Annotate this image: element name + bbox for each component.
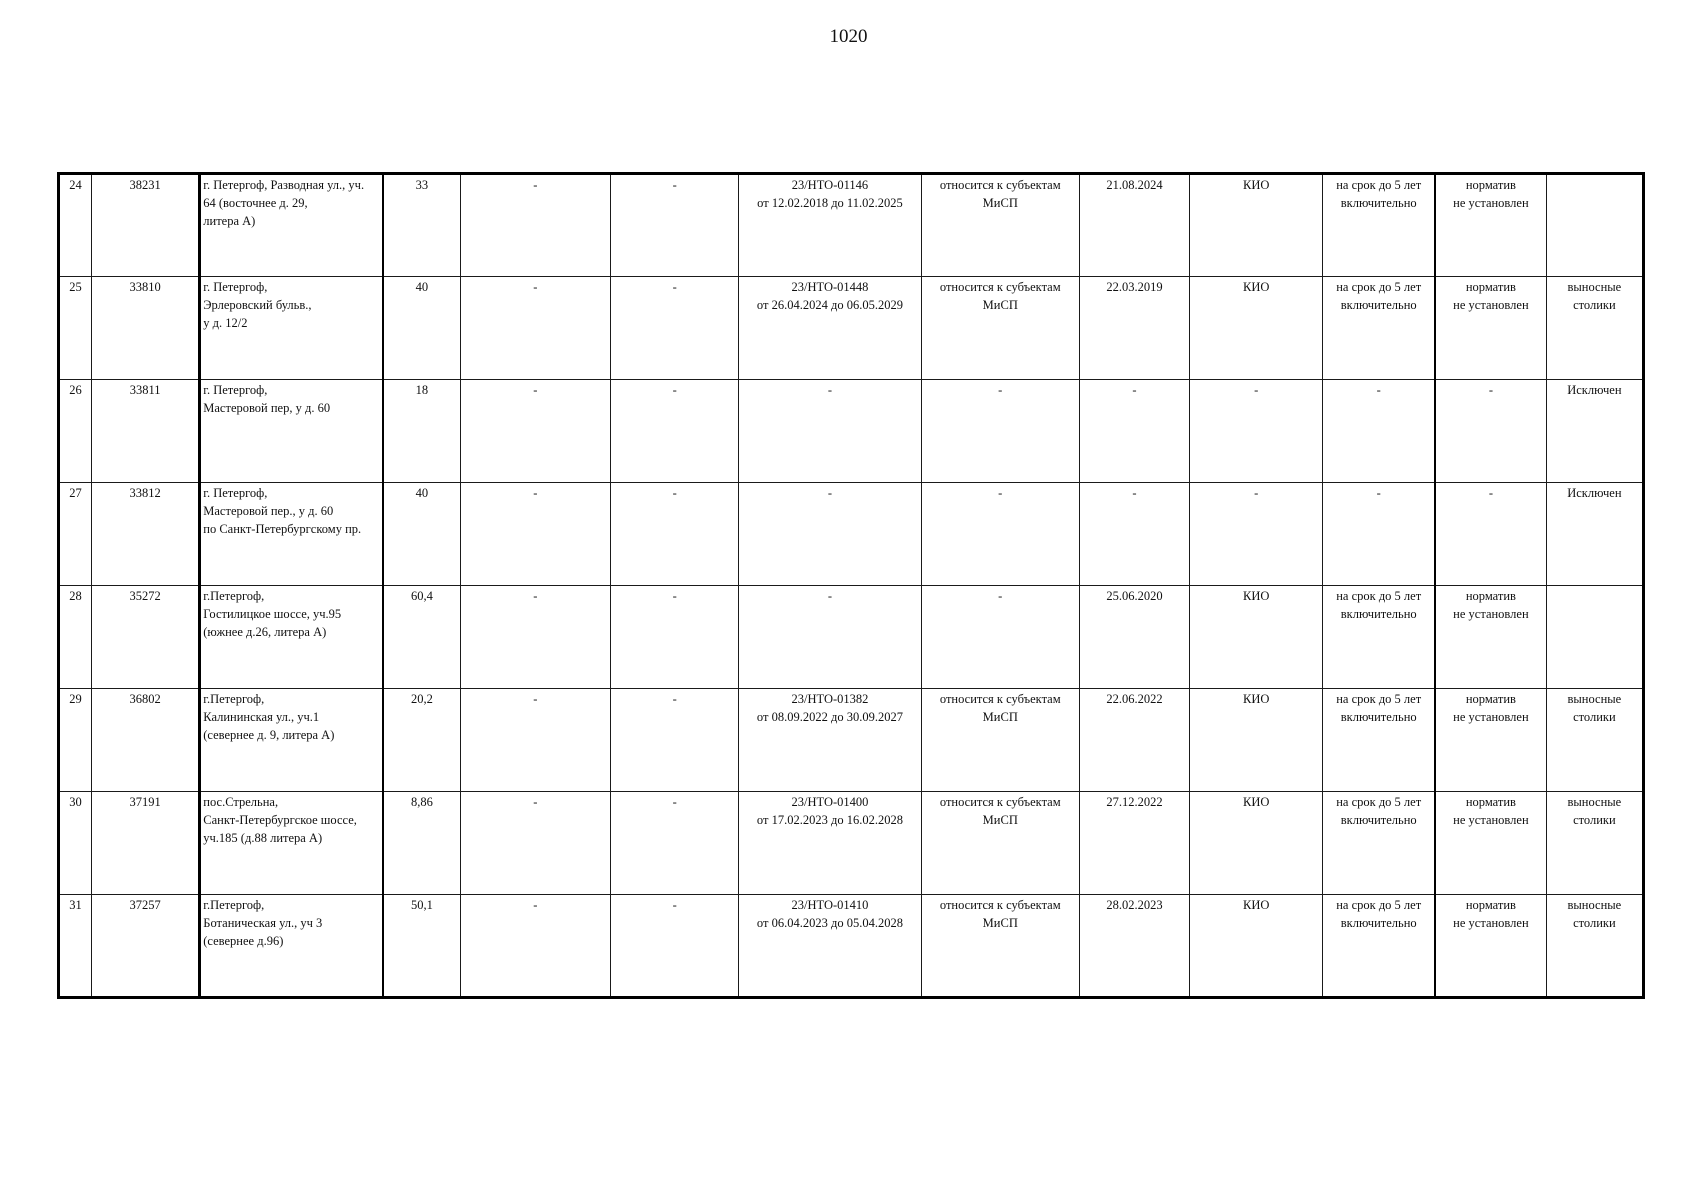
term-cell — [1323, 689, 1435, 792]
cell-text: не установлен — [1453, 607, 1529, 621]
cell-text: МиСП — [982, 298, 1018, 312]
term-cell — [1323, 174, 1435, 277]
category-cell — [921, 174, 1079, 277]
contract-cell — [739, 586, 921, 689]
area-cell — [383, 380, 460, 483]
contract-cell — [739, 174, 921, 277]
cell-text: Санкт-Петербургское шоссе, — [203, 813, 357, 827]
cell-text: 28.02.2023 — [1106, 898, 1163, 912]
cell-text: Мастеровой пер., у д. 60 — [203, 504, 334, 518]
note-cell — [1546, 483, 1643, 586]
norm-cell — [1435, 895, 1546, 998]
term-cell — [1323, 483, 1435, 586]
column-6-cell — [611, 380, 739, 483]
cell-text: от 12.02.2018 до 11.02.2025 — [757, 196, 903, 210]
row-number-cell — [59, 174, 92, 277]
cell-text: выносные — [1567, 898, 1622, 912]
cell-text: 60,4 — [410, 589, 433, 603]
organization-cell — [1190, 895, 1323, 998]
cell-text: - — [672, 692, 677, 706]
area-cell — [383, 483, 460, 586]
cell-text: Мастеровой пер, у д. 60 — [203, 401, 331, 415]
table-body — [59, 174, 1644, 998]
date-cell — [1079, 380, 1189, 483]
term-cell — [1323, 277, 1435, 380]
object-id-cell — [92, 174, 200, 277]
cell-text: 33810 — [129, 280, 161, 294]
cell-text: включительно — [1340, 710, 1417, 724]
cell-text: - — [1132, 383, 1137, 397]
cell-text: от 06.04.2023 до 05.04.2028 — [756, 916, 903, 930]
cell-text: на срок до 5 лет — [1336, 589, 1422, 603]
cell-text: (южнее д.26, литера А) — [203, 625, 327, 639]
cell-text: 22.06.2022 — [1106, 692, 1163, 706]
cell-text: столики — [1573, 710, 1616, 724]
term-cell — [1323, 792, 1435, 895]
object-id-cell — [92, 895, 200, 998]
cell-text: 33811 — [129, 383, 161, 397]
cell-text: не установлен — [1453, 916, 1529, 930]
cell-text: норматив — [1465, 178, 1516, 192]
cell-text: у д. 12/2 — [203, 316, 248, 330]
cell-text: 64 (восточнее д. 29, — [203, 196, 308, 210]
column-6-cell — [611, 277, 739, 380]
cell-text: Эрлеровский бульв., — [203, 298, 312, 312]
address-cell — [200, 380, 383, 483]
address-cell — [200, 792, 383, 895]
row-number-cell — [59, 380, 92, 483]
category-cell — [921, 895, 1079, 998]
address-cell — [200, 483, 383, 586]
column-5-cell — [460, 277, 610, 380]
cell-text: 36802 — [129, 692, 161, 706]
cell-text: г. Петергоф, — [203, 383, 268, 397]
cell-text: 8,86 — [410, 795, 433, 809]
cell-text: на срок до 5 лет — [1336, 280, 1422, 294]
column-6-cell — [611, 895, 739, 998]
cell-text: 22.03.2019 — [1106, 280, 1163, 294]
contract-cell — [739, 380, 921, 483]
object-id-cell — [92, 689, 200, 792]
cell-text: от 17.02.2023 до 16.02.2028 — [756, 813, 903, 827]
norm-cell — [1435, 792, 1546, 895]
column-6-cell — [611, 586, 739, 689]
table-row — [59, 174, 1644, 277]
norm-cell — [1435, 174, 1546, 277]
cell-text: норматив — [1465, 898, 1516, 912]
column-5-cell — [460, 380, 610, 483]
column-5-cell — [460, 483, 610, 586]
cell-text: включительно — [1340, 298, 1417, 312]
term-cell — [1323, 586, 1435, 689]
cell-text: 30 — [69, 795, 82, 809]
cell-text: - — [1254, 383, 1259, 397]
contract-cell — [739, 895, 921, 998]
cell-text: норматив — [1465, 692, 1516, 706]
cell-text: норматив — [1465, 589, 1516, 603]
cell-text: - — [672, 280, 677, 294]
term-cell — [1323, 895, 1435, 998]
cell-text: литера А) — [203, 214, 256, 228]
cell-text: - — [672, 795, 677, 809]
area-cell — [383, 586, 460, 689]
table-row — [59, 483, 1644, 586]
cell-text: 23/НТО-01382 — [791, 692, 869, 706]
table-row — [59, 895, 1644, 998]
date-cell — [1079, 277, 1189, 380]
column-5-cell — [460, 174, 610, 277]
note-cell — [1546, 380, 1643, 483]
term-cell — [1323, 380, 1435, 483]
cell-text: относится к субъектам — [939, 692, 1061, 706]
norm-cell — [1435, 586, 1546, 689]
cell-text: Исключен — [1567, 383, 1622, 397]
cell-text: 21.08.2024 — [1106, 178, 1163, 192]
norm-cell — [1435, 277, 1546, 380]
cell-text: 40 — [415, 486, 429, 500]
cell-text: 23/НТО-01400 — [791, 795, 869, 809]
cell-text: относится к субъектам — [939, 280, 1061, 294]
cell-text: Ботаническая ул., уч 3 — [203, 916, 323, 930]
cell-text: г.Петергоф, — [203, 692, 265, 706]
address-cell — [200, 586, 383, 689]
address-cell — [200, 689, 383, 792]
cell-text: не установлен — [1453, 710, 1529, 724]
contract-cell — [739, 483, 921, 586]
column-6-cell — [611, 689, 739, 792]
note-cell — [1546, 792, 1643, 895]
cell-text: 33 — [415, 178, 429, 192]
cell-text: 18 — [415, 383, 429, 397]
cell-text: Гостилицкое шоссе, уч.95 — [203, 607, 342, 621]
cell-text: пос.Стрельна, — [203, 795, 279, 809]
cell-text: - — [672, 589, 677, 603]
date-cell — [1079, 792, 1189, 895]
note-cell — [1546, 895, 1643, 998]
organization-cell — [1190, 586, 1323, 689]
category-cell — [921, 689, 1079, 792]
organization-cell — [1190, 174, 1323, 277]
table-row — [59, 586, 1644, 689]
cell-text: (севернее д. 9, литера А) — [203, 728, 335, 742]
address-cell — [200, 277, 383, 380]
cell-text: 24 — [69, 178, 82, 192]
table-row — [59, 689, 1644, 792]
cell-text: норматив — [1465, 795, 1516, 809]
cell-text: - — [827, 589, 833, 603]
cell-text: относится к субъектам — [939, 178, 1061, 192]
object-id-cell — [92, 586, 200, 689]
row-number-cell — [59, 277, 92, 380]
cell-text: на срок до 5 лет — [1336, 898, 1422, 912]
cell-text: - — [1488, 383, 1493, 397]
cell-text: - — [1376, 383, 1381, 397]
row-number-cell — [59, 483, 92, 586]
area-cell — [383, 277, 460, 380]
cell-text: включительно — [1340, 916, 1417, 930]
note-cell — [1546, 277, 1643, 380]
cell-text: - — [1254, 486, 1259, 500]
norm-cell — [1435, 380, 1546, 483]
date-cell — [1079, 586, 1189, 689]
object-id-cell — [92, 380, 200, 483]
cell-text: - — [672, 486, 677, 500]
cell-text: - — [672, 898, 677, 912]
column-6-cell — [611, 483, 739, 586]
cell-text: 31 — [69, 898, 82, 912]
cell-text: 23/НТО-01146 — [791, 178, 869, 192]
cell-text: 38231 — [129, 178, 161, 192]
address-cell — [200, 895, 383, 998]
registry-table — [57, 172, 1645, 999]
column-5-cell — [460, 895, 610, 998]
cell-text: г.Петергоф, — [203, 589, 265, 603]
cell-text: - — [1132, 486, 1137, 500]
date-cell — [1079, 174, 1189, 277]
column-5-cell — [460, 586, 610, 689]
cell-text: 25.06.2020 — [1106, 589, 1163, 603]
cell-text: включительно — [1340, 607, 1417, 621]
date-cell — [1079, 895, 1189, 998]
cell-text: относится к субъектам — [939, 898, 1061, 912]
cell-text: относится к субъектам — [939, 795, 1061, 809]
cell-text: включительно — [1340, 196, 1417, 210]
cell-text: 25 — [69, 280, 82, 294]
norm-cell — [1435, 483, 1546, 586]
cell-text: - — [672, 383, 677, 397]
cell-text: столики — [1573, 813, 1616, 827]
cell-text: - — [533, 383, 538, 397]
cell-text: - — [998, 486, 1003, 500]
row-number-cell — [59, 792, 92, 895]
contract-cell — [739, 792, 921, 895]
cell-text: КИО — [1243, 178, 1270, 192]
cell-text: г. Петергоф, — [203, 280, 268, 294]
cell-text: от 26.04.2024 до 06.05.2029 — [756, 298, 903, 312]
object-id-cell — [92, 277, 200, 380]
cell-text: не установлен — [1453, 196, 1529, 210]
organization-cell — [1190, 380, 1323, 483]
cell-text: - — [533, 280, 538, 294]
table-row — [59, 380, 1644, 483]
cell-text: - — [533, 178, 538, 192]
date-cell — [1079, 689, 1189, 792]
cell-text: - — [672, 178, 677, 192]
address-cell — [200, 174, 383, 277]
cell-text: КИО — [1243, 795, 1270, 809]
area-cell — [383, 174, 460, 277]
row-number-cell — [59, 586, 92, 689]
cell-text: 37191 — [129, 795, 161, 809]
cell-text: по Санкт-Петербургскому пр. — [203, 522, 362, 536]
cell-text: включительно — [1340, 813, 1417, 827]
cell-text: не установлен — [1453, 813, 1529, 827]
cell-text: МиСП — [982, 196, 1018, 210]
cell-text: КИО — [1243, 692, 1270, 706]
cell-text: г. Петергоф, — [203, 486, 268, 500]
contract-cell — [739, 689, 921, 792]
area-cell — [383, 895, 460, 998]
cell-text: 20,2 — [410, 692, 433, 706]
cell-text: - — [1376, 486, 1381, 500]
cell-text: 26 — [69, 383, 82, 397]
cell-text: МиСП — [982, 813, 1018, 827]
cell-text: выносные — [1567, 280, 1622, 294]
column-6-cell — [611, 174, 739, 277]
cell-text: выносные — [1567, 795, 1622, 809]
row-number-cell — [59, 895, 92, 998]
organization-cell — [1190, 792, 1323, 895]
cell-text: МиСП — [982, 916, 1018, 930]
cell-text: КИО — [1243, 898, 1270, 912]
cell-text: - — [533, 795, 538, 809]
cell-text: столики — [1573, 298, 1616, 312]
organization-cell — [1190, 277, 1323, 380]
cell-text: уч.185 (д.88 литера А) — [203, 831, 323, 845]
cell-text: на срок до 5 лет — [1336, 795, 1422, 809]
column-5-cell — [460, 792, 610, 895]
organization-cell — [1190, 689, 1323, 792]
cell-text: на срок до 5 лет — [1336, 692, 1422, 706]
table-row — [59, 277, 1644, 380]
cell-text: столики — [1573, 916, 1616, 930]
cell-text: 28 — [69, 589, 82, 603]
contract-cell — [739, 277, 921, 380]
cell-text: г.Петергоф, — [203, 898, 265, 912]
category-cell — [921, 792, 1079, 895]
column-6-cell — [611, 792, 739, 895]
cell-text: 40 — [415, 280, 429, 294]
cell-text: от 08.09.2022 до 30.09.2027 — [756, 710, 903, 724]
page-number: 1020 — [829, 26, 868, 47]
cell-text: 29 — [69, 692, 82, 706]
note-cell — [1546, 586, 1643, 689]
category-cell — [921, 483, 1079, 586]
category-cell — [921, 277, 1079, 380]
cell-text: - — [533, 589, 538, 603]
cell-text: - — [827, 383, 833, 397]
cell-text: 27.12.2022 — [1106, 795, 1163, 809]
column-5-cell — [460, 689, 610, 792]
cell-text: Калининская ул., уч.1 — [203, 710, 320, 724]
area-cell — [383, 792, 460, 895]
cell-text: не установлен — [1453, 298, 1529, 312]
cell-text: - — [533, 692, 538, 706]
cell-text: - — [533, 898, 538, 912]
cell-text: 37257 — [129, 898, 161, 912]
cell-text: 50,1 — [410, 898, 433, 912]
cell-text: 27 — [69, 486, 82, 500]
object-id-cell — [92, 792, 200, 895]
date-cell — [1079, 483, 1189, 586]
cell-text: г. Петергоф, Разводная ул., уч. — [203, 178, 365, 192]
note-cell — [1546, 689, 1643, 792]
norm-cell — [1435, 689, 1546, 792]
area-cell — [383, 689, 460, 792]
note-cell — [1546, 174, 1643, 277]
table-row — [59, 792, 1644, 895]
organization-cell — [1190, 483, 1323, 586]
cell-text: МиСП — [982, 710, 1018, 724]
cell-text: - — [998, 383, 1003, 397]
cell-text: 23/НТО-01448 — [791, 280, 869, 294]
category-cell — [921, 586, 1079, 689]
cell-text: КИО — [1243, 589, 1270, 603]
cell-text: Исключен — [1567, 486, 1622, 500]
cell-text: (севернее д.96) — [203, 934, 284, 948]
cell-text: - — [533, 486, 538, 500]
category-cell — [921, 380, 1079, 483]
cell-text: 23/НТО-01410 — [791, 898, 869, 912]
object-id-cell — [92, 483, 200, 586]
cell-text: КИО — [1243, 280, 1270, 294]
cell-text: - — [827, 486, 833, 500]
cell-text: 35272 — [129, 589, 161, 603]
row-number-cell — [59, 689, 92, 792]
cell-text: 33812 — [129, 486, 161, 500]
cell-text: на срок до 5 лет — [1336, 178, 1422, 192]
cell-text: норматив — [1465, 280, 1516, 294]
cell-text: выносные — [1567, 692, 1622, 706]
cell-text: - — [998, 589, 1003, 603]
cell-text: - — [1488, 486, 1493, 500]
